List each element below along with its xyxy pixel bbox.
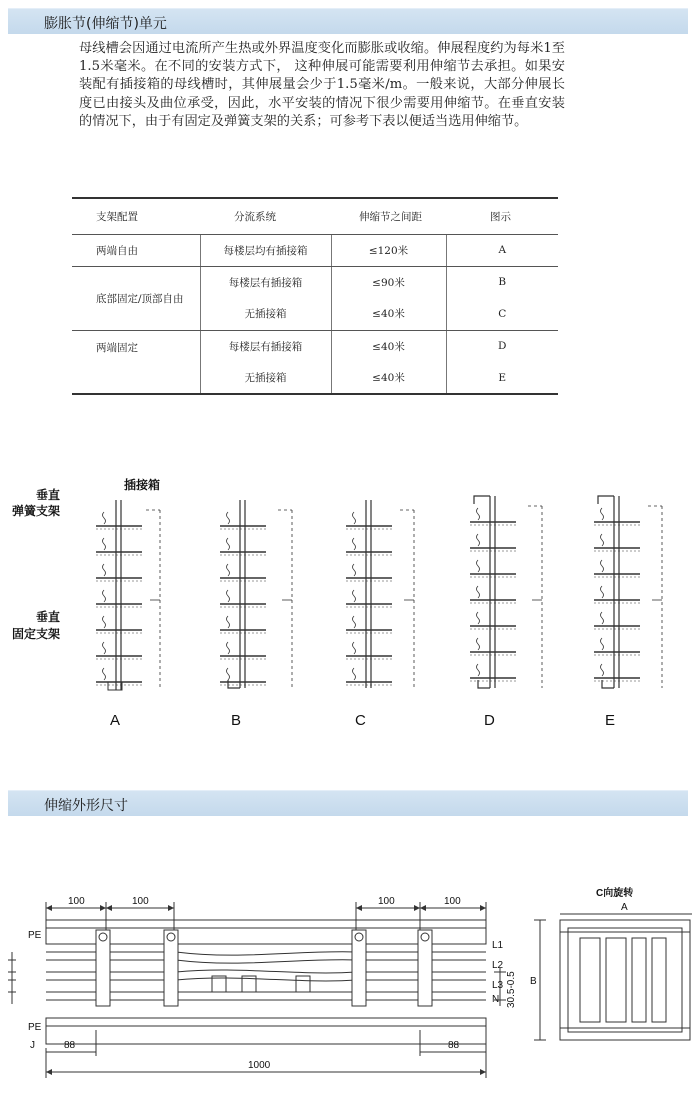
diagram-d-cap [474,496,490,504]
dim-1000: 1000 [248,1060,271,1071]
diagram-e-spring [601,534,604,546]
diagram-e-spring [601,560,604,572]
dimension-drawing [0,880,700,1100]
table-header: 图示 [446,198,558,234]
table-cell: 两端固定 [72,330,200,394]
diagram-a-spring [103,538,106,550]
diagram-e-spring [601,586,604,598]
table-cell: ≤40米 [331,330,446,362]
section-header-dimensions [8,790,688,816]
table-row [72,330,558,362]
diagram-b-spring [227,590,230,602]
label-plug-box: 插接箱 [124,478,161,492]
table-cell: 无插接箱 [200,362,331,394]
diagram-b-spring [227,538,230,550]
diagram-a-base [108,682,122,690]
installation-diagrams [0,470,700,710]
table-row [72,234,558,266]
diagram-letter-b: B [231,712,242,729]
table-cell: 每楼层有插接箱 [200,266,331,298]
diagram-e-spring [601,612,604,624]
table-cell: ≤120米 [331,234,446,266]
dim-b: B [530,976,537,987]
diagram-letter-e: E [605,712,616,729]
view-a: A [621,902,628,913]
diagram-a-spring [103,616,106,628]
table-row [72,266,558,298]
table-header: 支架配置 [72,198,200,234]
diagram-letter-c: C [355,712,366,729]
diagram-c-spring [353,564,356,576]
table-cell: A [446,234,558,266]
diagram-d-spring [477,508,480,520]
table-header-row [72,198,558,234]
dim-88-right: 88 [448,1040,460,1051]
table-cell: ≤40米 [331,298,446,330]
label-pe-bottom: PE [28,1022,42,1033]
table-cell: ≤90米 [331,266,446,298]
diagram-c-spring [353,668,356,680]
dim-100-b: 100 [132,896,149,907]
dim-vertical: 30.5-0.5 [506,971,517,1008]
section-header-expansion [8,8,688,34]
diagram-e-spring [601,638,604,650]
section-title: 膨胀节(伸缩节)单元 [44,16,167,32]
label-vertical-1: 垂直 [36,488,61,502]
dim-j: J [30,1040,35,1051]
table-cell: 每楼层有插接箱 [200,330,331,362]
table-header: 分流系统 [200,198,331,234]
dim-100-a: 100 [68,896,85,907]
diagram-a-spring [103,590,106,602]
dim-100-c: 100 [378,896,395,907]
diagram-d-spring [477,560,480,572]
diagram-c-spring [353,642,356,654]
diagram-a-spring [103,564,106,576]
diagram-e-spring [601,664,604,676]
label-l2: L2 [492,960,504,971]
label-l1: L1 [492,940,504,951]
diagram-c-spring [353,590,356,602]
diagram-e-spring [601,508,604,520]
label-l3: L3 [492,980,504,991]
diagram-c-spring [353,512,356,524]
diagram-letter-a: A [110,712,121,729]
diagram-d-spring [477,534,480,546]
diagram-c-spring [353,538,356,550]
diagram-b-spring [227,564,230,576]
diagram-b-spring [227,668,230,680]
diagram-d-spring [477,664,480,676]
diagram-e-cap [598,496,614,504]
diagram-d-spring [477,586,480,598]
label-n: N [492,994,500,1005]
diagram-d-spring [477,612,480,624]
table-cell: E [446,362,558,394]
table-cell: 无插接箱 [200,298,331,330]
diagram-d-spring [477,638,480,650]
diagram-b-spring [227,616,230,628]
table-cell: 底部固定/顶部自由 [72,266,200,330]
table-cell: C [446,298,558,330]
view-title: C向旋转 [596,888,634,899]
diagram-b-spring [227,512,230,524]
diagram-b-spring [227,642,230,654]
diagram-a-spring [103,642,106,654]
diagram-c-spring [353,616,356,628]
diagram-letter-d: D [484,712,495,729]
label-spring-bracket: 弹簧支架 [12,504,61,518]
dim-88-left: 88 [64,1040,76,1051]
intro-paragraph: 母线槽会因通过电流所产生热或外界温度变化而膨胀或收缩。伸展程度约为每米1至1.5米毫米。在不同的安装方式下， 这种伸展可能需要利用伸缩节去承担。如果安装配有插接箱的母线槽时，其伸展量会少于1.5毫米/m。一般来说，大部分伸展长度已由接头及曲位承受，因此，水平安装的情况下很少需要用伸缩节。在垂直安装的情况下，由于有固定及弹簧支架的关系；可参考下表以便适当选用伸缩节。 [79,41,565,129]
label-pe-top: PE [28,930,42,941]
label-fixed-bracket: 固定支架 [12,627,61,641]
table-cell: B [446,266,558,298]
label-vertical-2: 垂直 [36,610,61,624]
expansion-joint-table [72,197,558,395]
diagram-a-spring [103,512,106,524]
table-cell: 两端自由 [72,234,200,266]
table-cell: 每楼层均有插接箱 [200,234,331,266]
dim-100-d: 100 [444,896,461,907]
table-header: 伸缩节之间距 [331,198,446,234]
section-title: 伸缩外形尺寸 [44,798,128,814]
diagram-a-spring [103,668,106,680]
table-cell: ≤40米 [331,362,446,394]
diagram-b-base [228,680,240,688]
table-cell: D [446,330,558,362]
